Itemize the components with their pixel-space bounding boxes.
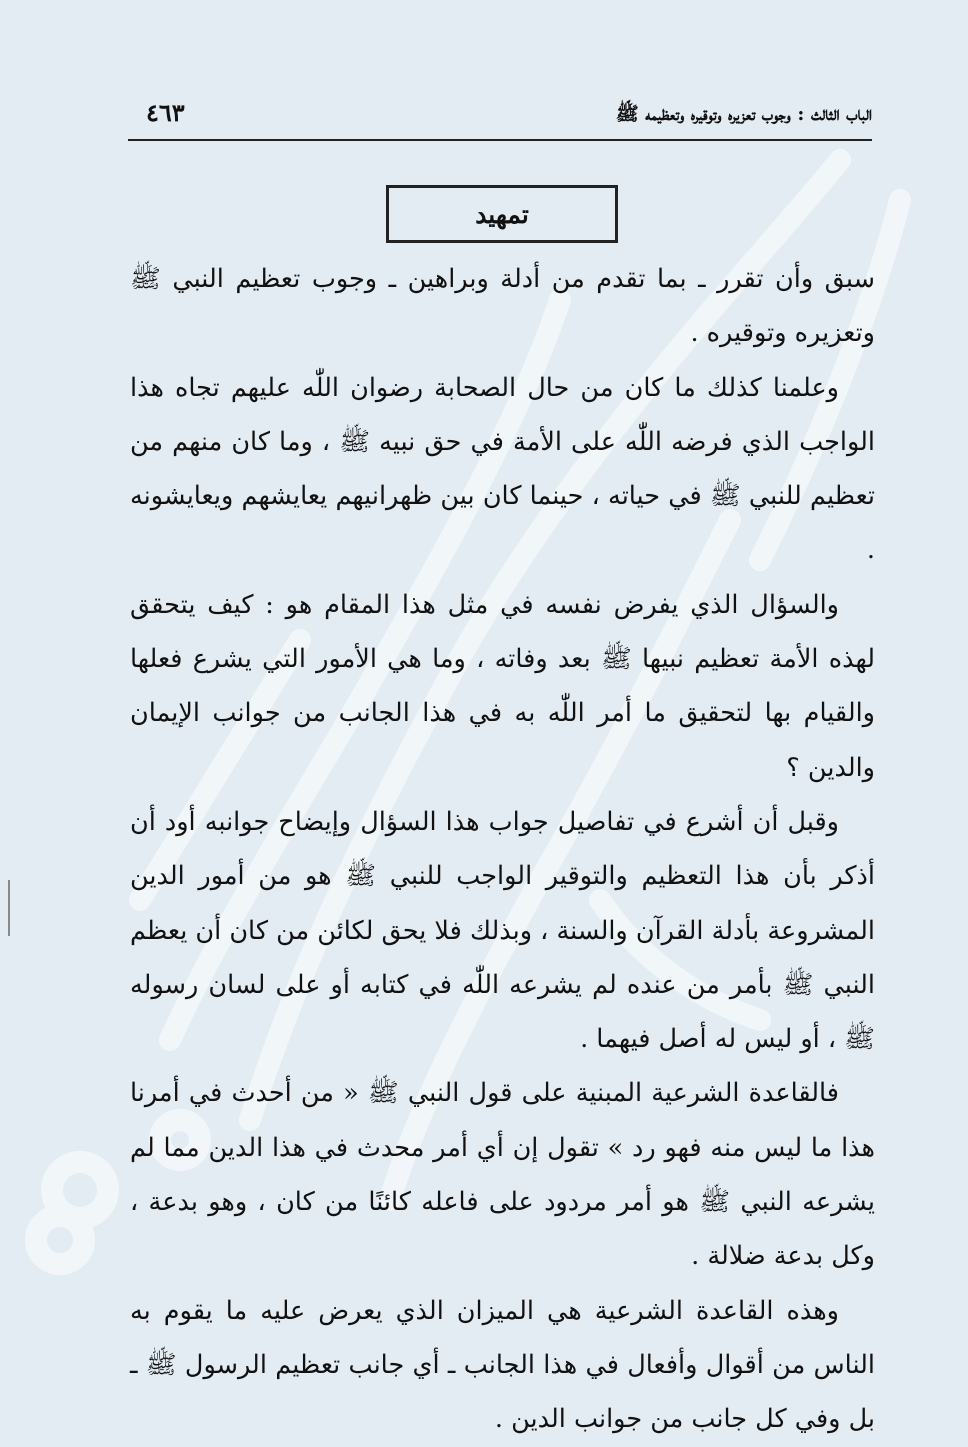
page-number: ٤٦٣ bbox=[146, 98, 185, 127]
paragraph-2: وعلمنا كذلك ما كان من حال الصحابة رضوان اللّٰه عليهم تجاه هذا الواجب الذي فرضه اللّٰه على الأمة في حق نبيه ﷺ ، وما كان منهم من تعظيم للنبي ﷺ في حياته ، حينما كان بين ظهرانيهم يعايشهم ويعايشونه . bbox=[130, 372, 875, 566]
paragraph-3: والسؤال الذي يفرض نفسه في مثل هذا المقام هو : كيف يتحقق لهذه الأمة تعظيم نبيها ﷺ بعد وفاته ، وما هي الأمور التي يشرع فعلها والقيام بها لتحقيق ما أمر اللّٰه به في هذا الجانب من جوانب الإيمان والدين ؟ bbox=[130, 589, 875, 783]
paragraph-6: وهذه القاعدة الشرعية هي الميزان الذي يعرض عليه ما يقوم به الناس من أقوال وأفعال في هذا الجانب ـ أي جانب تعظيم الرسول ﷺ ـ بل وفي كل جانب من جوانب الدين . bbox=[130, 1295, 875, 1435]
paragraph-1: سبق وأن تقرر ـ بما تقدم من أدلة وبراهين ـ وجوب تعظيم النبي ﷺ وتعزيره وتوقيره . bbox=[130, 264, 875, 349]
margin-mark bbox=[8, 880, 10, 936]
running-header bbox=[128, 98, 872, 134]
chapter-title: الباب الثالث : وجوب تعزيره وتوقيره وتعظيمه ﷺ bbox=[615, 103, 872, 125]
header-rule bbox=[128, 139, 872, 141]
section-title: تمهيد bbox=[475, 199, 529, 229]
section-heading-box bbox=[386, 185, 618, 243]
paragraph-4: وقبل أن أشرع في تفاصيل جواب هذا السؤال وإيضاح جوانبه أود أن أذكر بأن هذا التعظيم والتوقير الواجب للنبي ﷺ هو من أمور الدين المشروعة بأدلة القرآن والسنة ، وبذلك فلا يحق لكائن من كان أن يعظم النبي ﷺ بأمر من عنده لم يشرعه اللّٰه في كتابه أو على لسان رسوله ﷺ ، أو ليس له أصل فيهما . bbox=[130, 806, 875, 1055]
paragraph-5: فالقاعدة الشرعية المبنية على قول النبي ﷺ « من أحدث في أمرنا هذا ما ليس منه فهو رد » تقول إن أي أمر محدث في هذا الدين مما لم يشرعه النبي ﷺ هو أمر مردود على فاعله كائنًا من كان ، وهو بدعة ، وكل بدعة ضلالة . bbox=[130, 1078, 875, 1272]
body-text bbox=[130, 252, 875, 1447]
